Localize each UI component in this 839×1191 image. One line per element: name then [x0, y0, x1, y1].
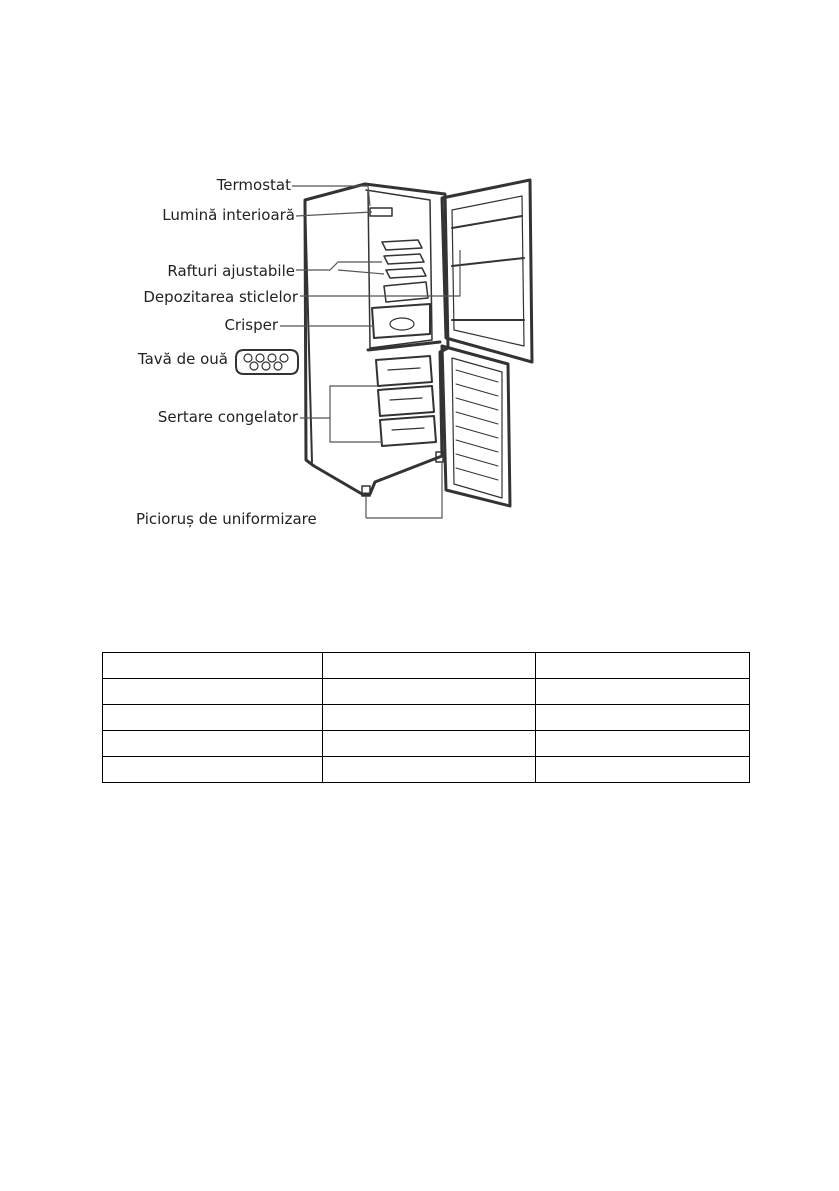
label-thermostat: Termostat — [216, 176, 291, 194]
fridge-door — [442, 180, 532, 362]
bottle-rack — [384, 282, 428, 302]
empty-table — [102, 652, 750, 783]
cabinet-outline — [305, 184, 448, 494]
label-leveling-feet: Picioruș de uniformizare — [136, 510, 317, 528]
freezer-drawer-3 — [380, 416, 436, 446]
leader-freezer-drawers — [300, 386, 382, 442]
label-crisper: Crisper — [224, 316, 278, 334]
table-cell — [103, 705, 323, 731]
shelf-2 — [384, 254, 424, 264]
table-cell — [536, 653, 750, 679]
table-cell — [103, 653, 323, 679]
table-row — [103, 705, 750, 731]
freezer-drawer-2 — [378, 386, 434, 416]
shelf-3 — [386, 268, 426, 278]
label-freezer-drawers: Sertare congelator — [157, 408, 298, 426]
shelf-1 — [382, 240, 422, 250]
leader-shelves — [296, 262, 384, 274]
label-adjustable-shelves: Rafturi ajustabile — [167, 262, 295, 280]
table-cell — [322, 757, 536, 783]
label-interior-light: Lumină interioară — [162, 206, 295, 224]
freezer-drawer-1 — [376, 356, 432, 386]
table-cell — [536, 757, 750, 783]
table-cell — [536, 731, 750, 757]
door-shelf-2 — [452, 258, 524, 266]
table-cell — [322, 679, 536, 705]
table-cell — [322, 731, 536, 757]
door-shelf-1 — [452, 216, 522, 228]
table-row — [103, 757, 750, 783]
leader-interior-light — [296, 212, 372, 216]
egg-tray-shape — [236, 350, 298, 374]
table-cell — [322, 653, 536, 679]
table-cell — [103, 679, 323, 705]
label-bottle-storage: Depozitarea sticlelor — [143, 288, 298, 306]
leader-bottles — [300, 250, 460, 296]
label-egg-tray: Tavă de ouă — [137, 350, 228, 368]
table-cell — [322, 705, 536, 731]
table-cell — [103, 731, 323, 757]
table-row — [103, 679, 750, 705]
table-cell — [536, 679, 750, 705]
crisper-drawer — [372, 304, 430, 338]
table-cell — [536, 705, 750, 731]
interior-light-shape — [370, 208, 392, 216]
refrigerator-diagram — [130, 170, 550, 540]
table-cell — [103, 757, 323, 783]
table-row — [103, 731, 750, 757]
table-row — [103, 653, 750, 679]
